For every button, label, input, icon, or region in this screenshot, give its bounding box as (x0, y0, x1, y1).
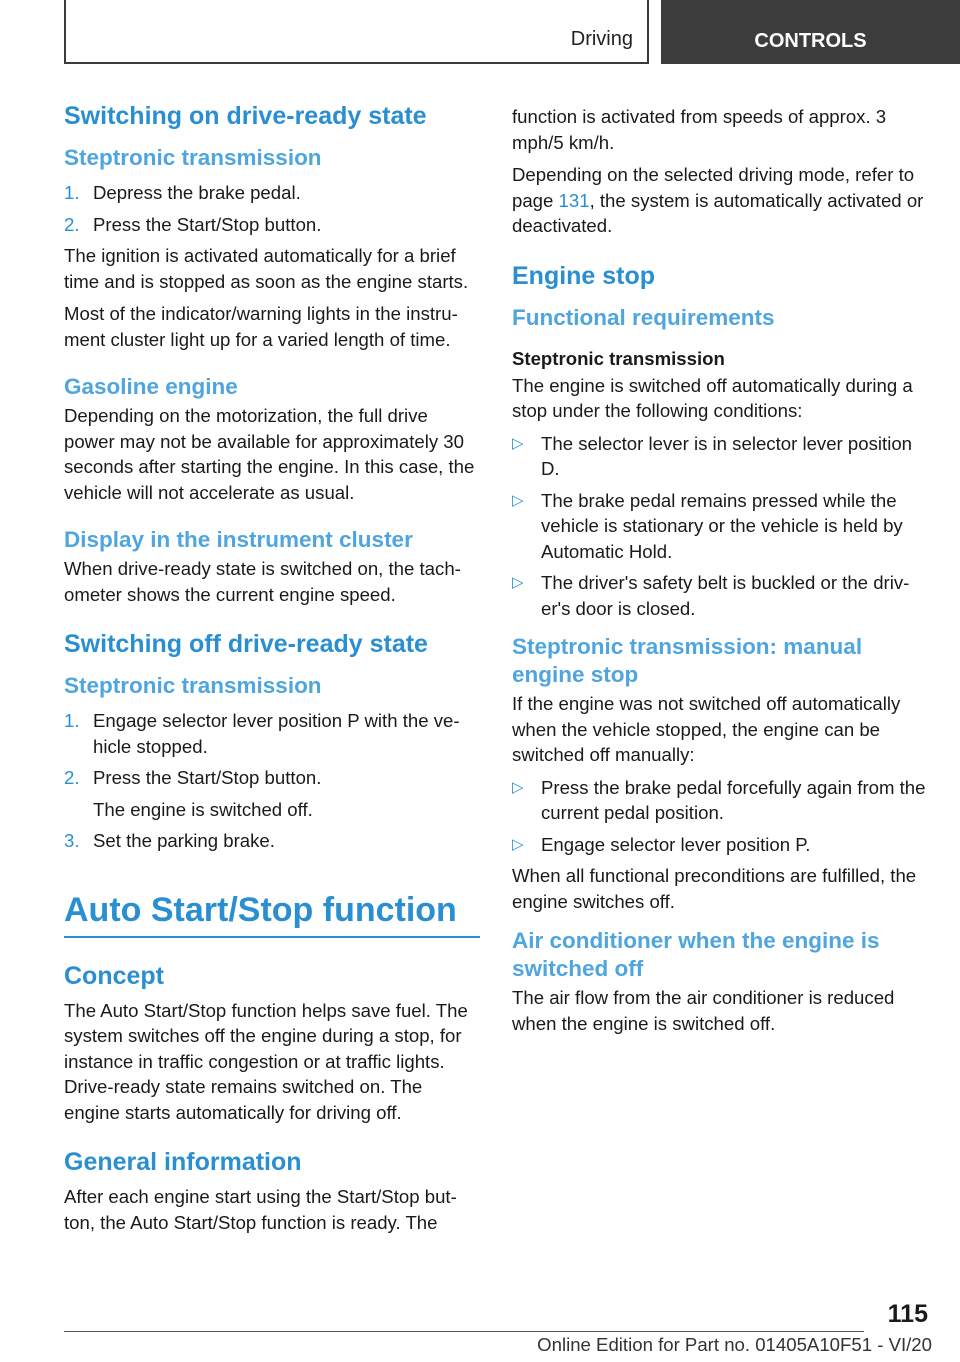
paragraph-display: When drive-ready state is switched on, the tach- ometer shows the current engine speed. (64, 558, 461, 605)
step-number: 2. (64, 213, 80, 235)
list-item (64, 828, 480, 854)
page-link[interactable]: 131 (558, 189, 590, 211)
right-column (512, 104, 930, 1043)
step-number: 1. (64, 182, 80, 203)
list-item: ▷ The driver's safety belt is buckled or the driv- er's door is closed. (512, 570, 930, 621)
page-number: 115 (887, 1300, 928, 1328)
heading-steptronic: Steptronic transmission (512, 347, 725, 369)
paragraph-general: After each engine start using the Start/Stop but- ton, the Auto Start/Stop function is ready. The (64, 1186, 457, 1233)
triangle-bullet-icon: ▷ (512, 574, 524, 591)
list-item: ▷ Engage selector lever position P. (512, 832, 930, 858)
step-text: Press the Start/Stop button. (93, 767, 322, 788)
heading-concept: Concept (64, 961, 164, 990)
heading-functional: Functional requirements (512, 304, 775, 330)
paragraph-speed: function is activated from speeds of approx. 3 mph/5 km/h. (512, 106, 887, 153)
triangle-bullet-icon: ▷ (512, 491, 524, 509)
triangle-bullet-icon: ▷ (512, 778, 524, 796)
paragraph-fulfilled: When all functional preconditions are fulfilled, the engine switches off. (512, 865, 917, 912)
paragraph-aircon: The air flow from the air conditioner is reduced when the engine is switched off. (512, 987, 895, 1034)
heading-steptronic-off: Steptronic transmission (64, 673, 322, 698)
paragraph-ignition: The ignition is activated automatically for a brief time and is stopped as soon as the engine starts. (64, 245, 469, 292)
paragraph-concept: The Auto Start/Stop function helps save fuel. The system switches off the engine during a stop, for instance in traffic congestion or at traffic lights. Drive-ready state remains switched on. The engine starts automatically for driving off. (64, 999, 468, 1123)
footer-edition: Online Edition for Part no. 01405A10F51 - VI/20 (537, 1334, 932, 1355)
step-text: Engage selector lever position P with the ve- hicle stopped. (93, 710, 460, 757)
heading-aircon: Air conditioner when the engine is switched off (512, 928, 880, 981)
left-column (64, 100, 480, 1242)
list-item (64, 708, 480, 759)
step-number: 3. (64, 830, 80, 851)
list-item: ▷ The selector lever is in selector lever position D. (512, 431, 930, 482)
paragraph-manual: If the engine was not switched off automatically when the vehicle stopped, the engine can be switched off manually: (512, 693, 901, 765)
triangle-bullet-icon: ▷ (512, 434, 524, 452)
triangle-bullet-icon: ▷ (512, 835, 524, 853)
list-item (64, 765, 480, 791)
step-text: Set the parking brake. (93, 830, 275, 851)
list-item (64, 180, 480, 206)
heading-manual-stop: Steptronic transmission: manual engine stop (512, 634, 863, 687)
step-result: The engine is switched off. (93, 798, 313, 820)
header-chapter-label: CONTROLS (754, 30, 867, 52)
footer-divider (64, 1331, 864, 1332)
paragraph-mode: Depending on the selected driving mode, refer to page 131, the system is automatically activated or deactivated. (512, 164, 924, 236)
heading-engine-stop: Engine stop (512, 261, 656, 290)
step-text: Press the Start/Stop button. (93, 213, 322, 235)
header-section-box (64, 0, 649, 64)
heading-switch-on: Switching on drive-ready state (64, 102, 427, 130)
step-number: 2. (64, 767, 80, 788)
step-number: 1. (64, 710, 80, 731)
paragraph-indicators: Most of the indicator/warning lights in the instru- ment cluster light up for a varied length of time. (64, 303, 458, 350)
heading-gasoline: Gasoline engine (64, 374, 238, 399)
list-item: ▷ The brake pedal remains pressed while the vehicle is stationary or the vehicle is held by Automatic Hold. (512, 488, 930, 565)
list-item (64, 212, 480, 238)
heading-general: General information (64, 1148, 302, 1176)
header-section-label: Driving (570, 28, 633, 50)
header-chapter-tab (661, 0, 960, 64)
title-auto-start-stop: Auto Start/Stop function (64, 890, 480, 938)
heading-steptronic-on: Steptronic transmission (64, 145, 322, 170)
list-item: ▷ Press the brake pedal forcefully again from the current pedal position. (512, 775, 930, 826)
step-text: Depress the brake pedal. (93, 182, 301, 203)
heading-display: Display in the instrument cluster (64, 527, 413, 552)
paragraph-conditions: The engine is switched off automatically during a stop under the following conditions: (512, 374, 913, 421)
heading-switch-off: Switching off drive-ready state (64, 630, 428, 658)
paragraph-gasoline: Depending on the motorization, the full drive power may not be available for approximately 30 seconds after starting the engine. In this case, the vehicle will not accelerate as usual. (64, 405, 475, 503)
